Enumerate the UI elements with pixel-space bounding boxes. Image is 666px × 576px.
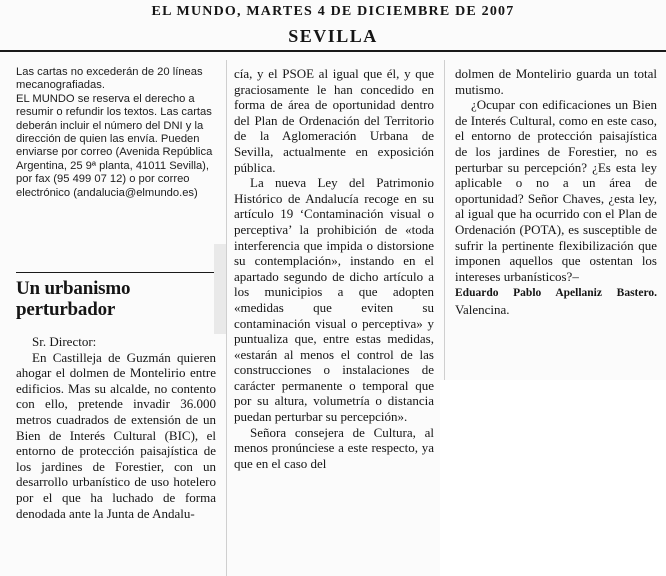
column-divider-1 <box>226 60 227 576</box>
col3-signature-line <box>455 284 657 317</box>
letter-headline: Un urbanismo perturbador <box>16 278 131 320</box>
salutation: Sr. Director: <box>32 334 97 349</box>
notice-rule <box>16 272 216 273</box>
col1-paragraph: En Castilleja de Guzmán quieren ahogar el dolmen de Montelirio entre edificios. Mas su alcalde, no contento con ello, pretende invadir 36.000 metros cuadrados de extensión de un Bien de Interés Cultural (BIC), el entorno de protección paisajística de los jardines de Forestier, con un desarrollo urbanístico de uso hotelero por el que ha luchado de forma denodada ante la Junta de Andalu- <box>16 349 216 521</box>
notice-line-2: EL MUNDO se reserva el derecho a resumir o refundir los textos. Las cartas deberán incluir el número del DNI y la dirección de quien las envía. Pueden enviarse por correo (Avenida República Argentina, 25 9ª planta, 41011 Sevilla), por fax (95 499 07 12) o por correo electrónico (andalucia@elmundo.es) <box>16 92 213 199</box>
col2-paragraph-1: cía, y el PSOE al igual que él, y que graciosamente le han concedido en forma de área de oportunidad dentro del Plan de Ordenación del Territorio de la Aglomeración Urbana de Sevilla, actualmente en exposición pública. <box>234 66 434 175</box>
masthead: EL MUNDO, MARTES 4 DE DICIEMBRE DE 2007 <box>151 4 515 19</box>
col2-paragraph-2: La nueva Ley del Patrimonio Histórico de Andalucía recoge en su artículo 19 ‘Contaminación visual o perceptiva’ la prohibición de «toda interferencia que impida o distorsione su contemplación», instando en el apartado segundo de dicho artículo a los municipios a que adopten «medidas que eviten su contaminación visual o perceptiva» y puntualiza que, entre estas medidas, «estarán al menos el control de las construcciones o instalaciones de carácter permanente o temporal que por su altura, volumetría o distancia puedan perturbar su percepción». <box>234 175 434 425</box>
letters-notice <box>16 66 214 200</box>
signature-place: Valencina. <box>455 301 510 317</box>
column-3 <box>455 66 657 318</box>
notice-line-1: Las cartas no excederán de 20 líneas mecanografiadas. <box>16 66 203 92</box>
column-divider-2 <box>444 60 445 380</box>
column-2 <box>234 66 434 471</box>
col3-paragraph-1: dolmen de Montelirio guarda un total mutismo. <box>455 66 657 97</box>
blank-area <box>440 380 666 576</box>
signature-name: Eduardo Pablo Apellaniz Bastero. <box>455 287 657 300</box>
col3-paragraph-2: ¿Ocupar con edificaciones un Bien de Interés Cultural, como en este caso, el entorno de protección paisajística de los jardines de Forestier, no es perturbar su percepción? ¿Es esta ley aplicable o no a un área de oportunidad? Señor Chaves, ¿esta ley, al igual que ha ocurrido con el Plan de Ordenación (POTA), es susceptible de sufrir la pertinente flexibilización que imponen aquellos que ostentan los intereses urbanísticos?– <box>455 97 657 284</box>
section-rule <box>0 50 666 52</box>
section-title: SEVILLA <box>288 26 378 46</box>
column-1 <box>16 334 216 521</box>
col2-paragraph-3: Señora consejera de Cultura, al menos pronúnciese a este respecto, ya que en el caso del <box>234 424 434 471</box>
